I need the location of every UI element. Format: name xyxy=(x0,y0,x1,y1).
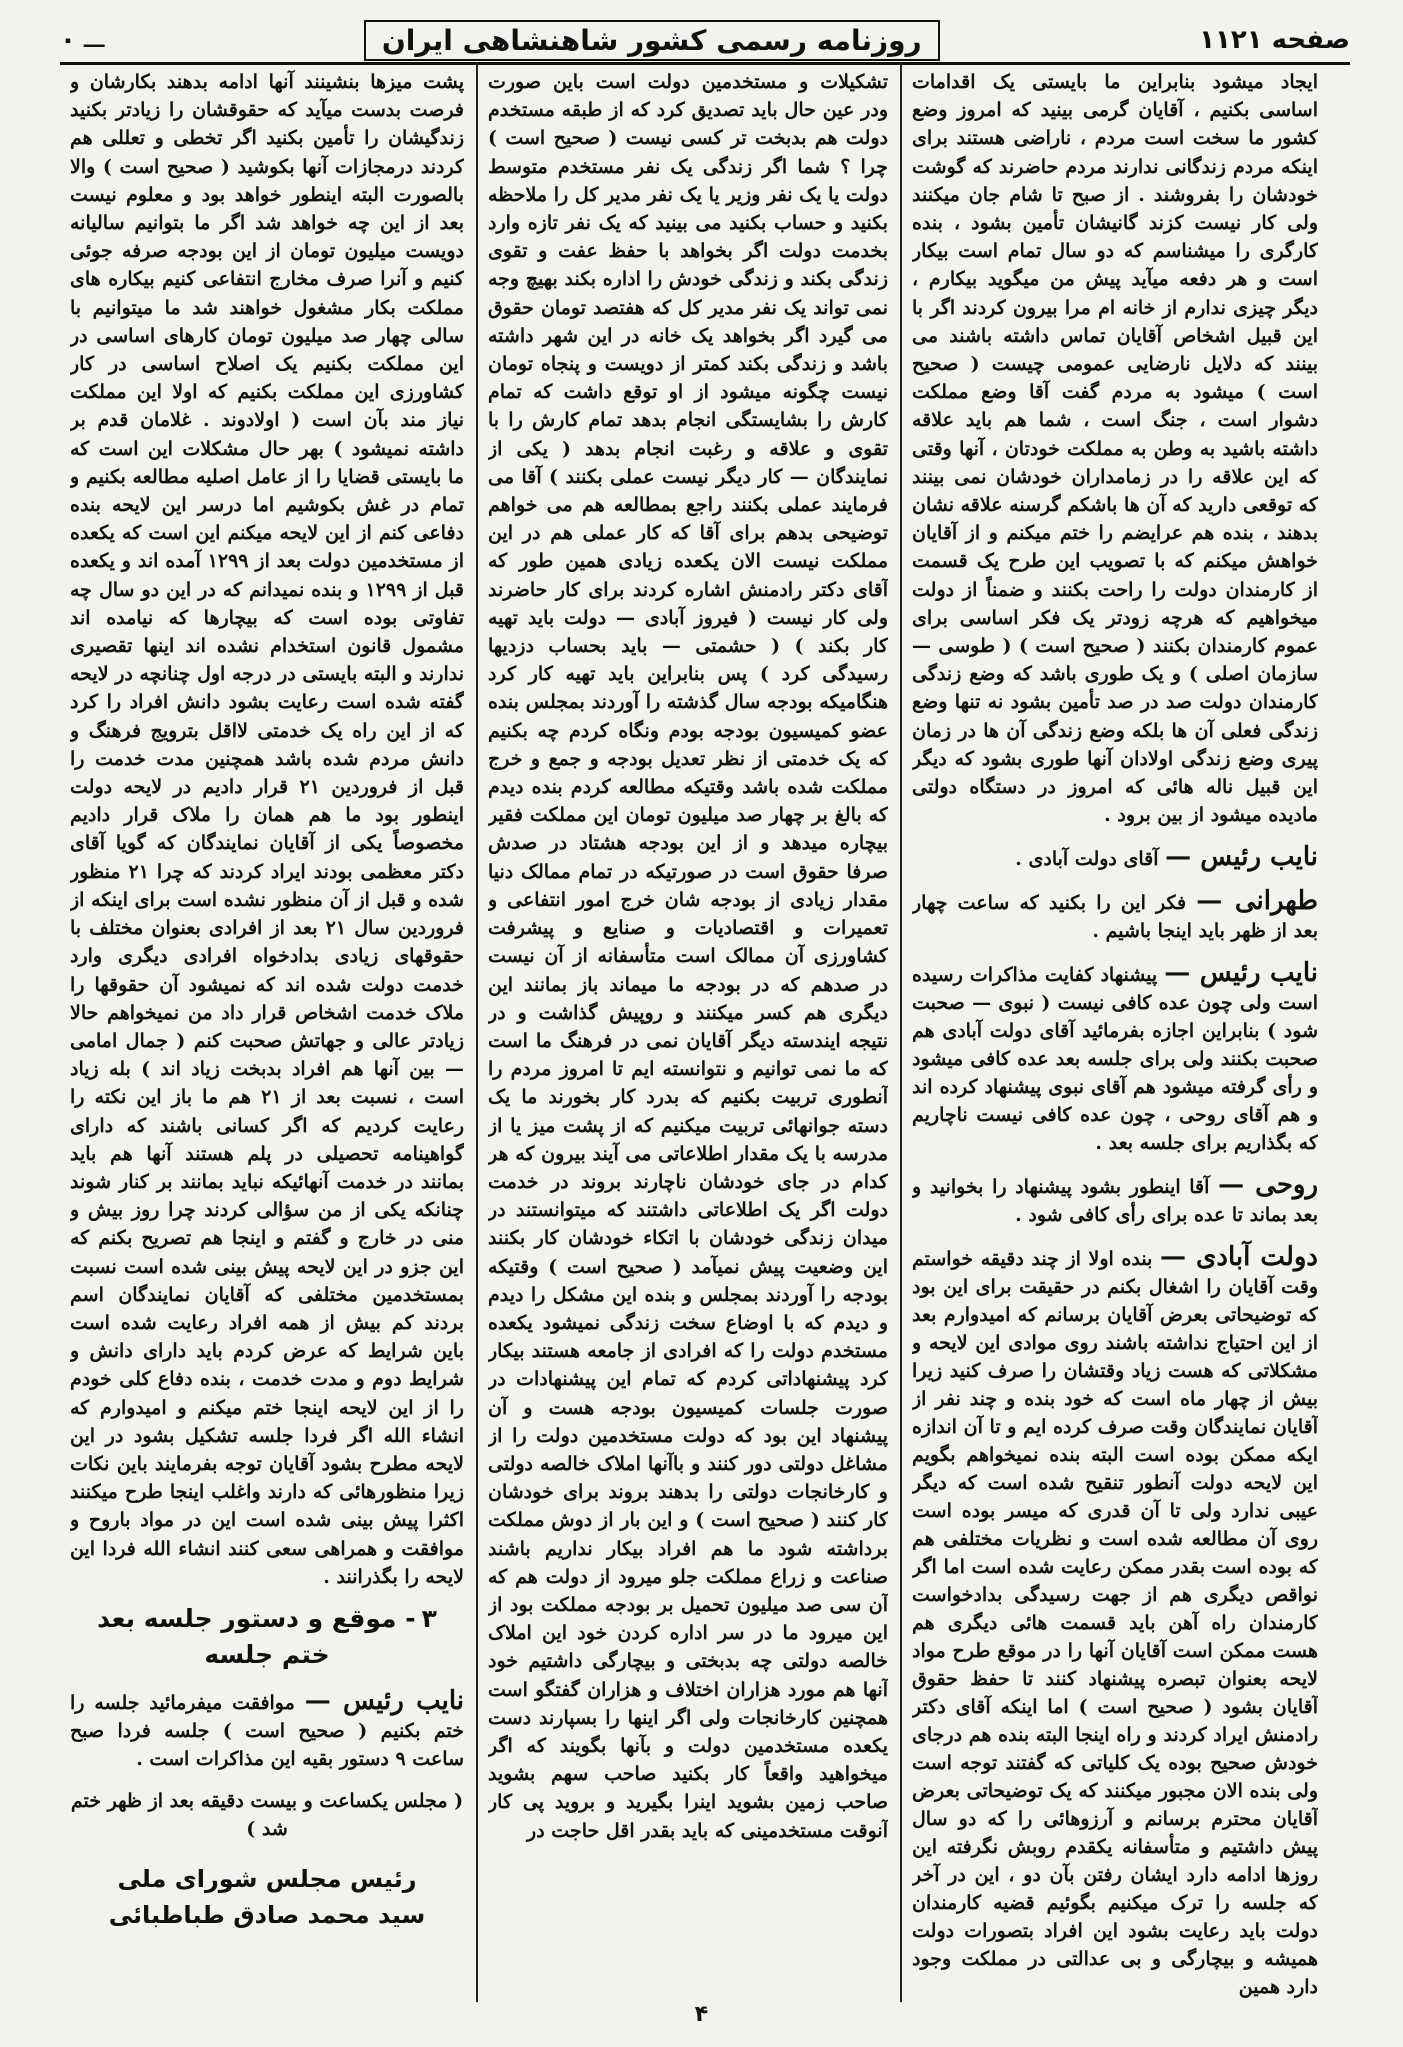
column-middle xyxy=(488,68,888,1998)
speech-text: بنده اولا از چند دقیقه خواستم وقت آقایان را اشغال بکنم در حقیقت برای این بود که توضیحاتی بعرض آقایان برسانم که امیدوارم بعد از این احتیاج نداشته باشند روی موادی این لایحه و مشکلاتی که هست زیاد وقتشان را صرف کنید زیرا بیش از چهار ماه است که خود بنده و چند نفر از آقایان نمایندگان وقت صرف کرده ایم و تا آن اندازه ایکه ممکن بوده است البته بنده نمیخواهم بگویم این لایحه دولت آنطور تنقیح شده است که دیگر عیبی ندارد ولی تا آن قدری که میسر بوده است روی آن مطالعه شده است و نظریات مختلفی هم که بوده است بقدر ممکن رعایت شده است اما اگر نواقص دیگری هم از جهت رسیدگی بدادخواست کارمندان راه آهن باید قسمت هائی دیگری هم هست ممکن است آقایان آنها را در موقع طرح مواد لایحه بعنوان تبصره پیشنهاد کنند تا حفظ حقوق آقایان بشود ( صحیح است ) اما اینکه آقای دکتر رادمنش ایراد کردند و راه اینجا البته بنده هم درجای خودش صحیح بوده یک کلیاتی که گفتند توجه است ولی بنده الان مجبور میکنند که یک توضیحاتی بعرض آقایان محترم برسانم و آرزوهائی را که دو سال پیش داشتیم و متأسفانه یکقدم روبش نگرفته این روزها ادامه دارد ایشان رفتن بآن دو ، این در آخر که جلسه را ترک میکنیم بگوئیم قضیه کارمندان دولت باید رعایت بشود این افراد بتصورات دولت همیشه و بیچارگی و بی عدالتی در مملکت وجود دارد همین xyxy=(912,1248,1318,1998)
section-number: ۳ xyxy=(421,1603,437,1633)
signature-title: رئیس مجلس شورای ملی xyxy=(117,1864,417,1893)
speech-text: فکر این را بکنید که ساعت چهار بعد از ظهر باید اینجا باشیم . xyxy=(912,892,1318,943)
column-left xyxy=(70,68,464,1998)
signature-name: سید محمد صادق طباطبائی xyxy=(108,1900,426,1929)
page-number-label xyxy=(1199,25,1350,55)
dialogue-entry xyxy=(912,843,1318,873)
dialogue-entry xyxy=(912,1171,1318,1229)
header-ornament xyxy=(60,25,104,55)
page-header xyxy=(60,18,1350,65)
header-dot: ۰ xyxy=(60,25,76,55)
speaker-name: روحی — xyxy=(1218,1170,1318,1201)
dialogue-entry xyxy=(912,1243,1318,1998)
session-end-note xyxy=(70,1787,464,1843)
dialogue-entry xyxy=(70,1687,464,1773)
section-title: - موقع و دستور جلسه بعد ختم جلسه xyxy=(97,1603,416,1669)
speech-text: آقا اینطور بشود پیشنهاد را بخوانید و بعد بماند تا عده برای رأی کافی شود . xyxy=(912,1176,1318,1227)
speaker-name: نایب رئیس — xyxy=(1165,842,1318,873)
header-dash: ـــ xyxy=(83,28,105,52)
newspaper-title: روزنامه رسمی کشور شاهنشاهی ایران xyxy=(364,20,940,61)
speech-text: ( مجلس یکساعت و بیست دقیقه بعد از ظهر ختم شد ) xyxy=(70,1789,464,1840)
page-label: صفحه ۱۱۲۱ xyxy=(1199,25,1350,55)
speech-text: موافقت میفرمائید جلسه را ختم بکنیم ( صحیح است ) جلسه فردا صبح ساعت ۹ دستور بقیه این مذاکرات است . xyxy=(70,1691,464,1770)
speaker-name: نایب رئیس — xyxy=(304,1685,464,1716)
speech-text: آقای دولت آبادی . xyxy=(1015,848,1159,871)
dialogue-entry xyxy=(912,887,1318,945)
speaker-name: دولت آبادی — xyxy=(1160,1242,1318,1273)
speaker-name: نایب رئیس — xyxy=(1164,958,1318,989)
speech-text: پیشنهاد کفایت مذاکرات رسیده است ولی چون عده کافی نیست ( نبوی — صحبت شود ) بنابراین اجازه بفرمائید آقای دولت آبادی هم صحبت بکنند ولی برای جلسه بعد عده کافی میشود و رأی گرفته میشود هم آقای نبوی پیشنهاد کرده اند و هم آقای روحی ، چون عده کافی نیست ناچاریم که بگذاریم برای جلسه بعد . xyxy=(912,964,1318,1155)
paragraph: پشت میزها بنشینند آنها ادامه بدهند بکارشان و فرصت بدست میآید که حقوقشان را زیادتر بکنید زندگیشان را تأمین بکنید اگر تخطی و تعللی هم کردند درمجازات آنها بکوشید ( صحیح است ) والا بالصورت البته اینطور خواهد بود و معلوم نیست بعد از این چه خواهد شد اگر ما بتوانیم سالیانه دویست میلیون تومان از این بودجه صرفه جوئی کنیم و آنرا صرف مخارج انتفاعی کنیم بیکاره های مملکت بکار مشغول خواهند شد ما میتوانیم با سالی چهار صد میلیون تومان کارهای اساسی در این مملکت بکنیم یک اصلاح اساسی در کار کشاورزی این مملکت بکنیم که اولا این مملکت نیاز مند بآن است ( اولادوند . غلامان قدم بر داشته نمیشود ) بهر حال مشکلات این است که ما بایستی قضایا را از عامل اصلیه مطالعه بکنیم و تمام در غش بکوشیم اما درسر این لایحه بنده دفاعی کنم از این لایحه میکنم این است که یکعده از مستخدمین دولت بعد از ۱۲۹۹ آمده اند و یکعده قبل از ۱۲۹۹ و بنده نمیدانم که در این دو سال چه تفاوتی بوده است که بیچارها که نیامده اند مشمول قانون استخدام نشده اند اینها تقصیری ندارند و البته بایستی در درجه اول چنانچه در لایحه گفته شده است رعایت بشود دانش افراد را کرد که از این راه یک خدمتی لااقل بترویج فرهنگ و دانش مردم شده باشد همچنین مدت خدمت را قبل از فروردین ۲۱ قرار دادیم در لایحه دولت اینطور بود ما هم همان را ملاک قرار دادیم مخصوصاً یکی از آقایان نمایندگان که گویا آقای دکتر معظمی بودند ایراد کردند که چرا ۲۱ منظور شده و قبل از آن منظور نشده است برای اینکه از فروردین سال ۲۱ بعد از افرادی بعنوان مختلف با حقوقهای زیادی بدادخواه افرادی دیگری وارد خدمت دولت شده اند که نمیشود آن حقوقها را ملاک خدمت اشخاص قرار داد من نمیخواهم حالا زیادتر عالی و جهاتش صحبت کنم ( جمال امامی — بین آنها هم افراد بدبخت زیاد اند ) بله زیاد است ، نسبت بعد از ۲۱ هم ما باز این نکته را رعایت کردیم که اگر کسانی باشند که دارای گواهینامه تحصیلی در پلم هستند آنها هم باید بمانند در خدمت آنهائیکه نباید بمانند بر کنار شوند چنانکه یکی از من سؤالی کردند چرا روز بیش و منی در خارج و گفتم و اینجا هم تصریح بکنم که این جزو در این لایحه پیش بینی شده است نسبت بمستخدمین مختلفی که آقایان نمایندگان اسم بردند کم بیش از همه افراد رعایت شده است باین شرایط که عرض کردم باید دارای دانش و شرایط دوم و مدت خدمت ، بنده دفاع کلی خودم را از این لایحه اینجا ختم میکنم و امیدوارم که انشاء الله اگر فردا جلسه تشکیل بشود در این لایحه مطرح بشود آقایان توجه بفرمایند باین نکات زیرا منظورهائی که دارند واغلب اینجا طرح میکنند اکثرا پیش بینی شده است این در مواد باروح و موافقت و همراهی سعی کنند انشاء الله فردا این لایحه را بگذرانند . xyxy=(70,71,464,1588)
column-rule xyxy=(476,62,478,2002)
section-heading xyxy=(70,1601,464,1673)
paragraph: تشکیلات و مستخدمین دولت است باین صورت ودر عین حال باید تصدیق کرد که از طبقه مستخدم دولت هم بدبخت تر کسی نیست ( صحیح است ) چرا ؟ شما اگر زندگی یک نفر مستخدم متوسط دولت یا یک نفر وزیر یا یک نفر مدیر کل را ملاحظه بکنید و حساب بکنید می بینید که یک نفر تازه وارد بخدمت دولت اگر بخواهد با حفظ عفت و تقوی زندگی بکند و زندگی خودش را اداره بکند بهیچ وجه نمی تواند یک نفر مدیر کل که هفتصد تومان حقوق می گیرد اگر بخواهد یک خانه در این شهر داشته باشد و زندگی بکند کمتر از دویست و پنجاه تومان نیست چگونه میشود از او توقع داشت که تمام کارش را بشایستگی انجام بدهد تمام کارش را با تقوی و علاقه و رغبت انجام بدهد ( یکی از نمایندگان — کار دیگر نیست عملی بکنند ) آقا می فرمایند عملی بکنند راجع بمطالعه هم می خواهم توضیحی بدهم برای آقا که کار عملی هم در این مملکت نیست الان یکعده زیادی همین طور که آقای دکتر رادمنش اشاره کردند برای کار حاضرند ولی کار نیست ( فیروز آبادی — دولت باید تهیه کار بکند ) ( حشمتی — باید بحساب دزدیها رسیدگی کرد ) پس بنابراین باید تهیه کار کرد هنگامیکه بودجه سال گذشته را آوردند بمجلس بنده عضو کمیسیون بودجه بودم ونگاه کردم چه بکنیم که یک خدمتی از نظر تعدیل بودجه و جمع و خرج مملکت شده باشد وقتیکه مطالعه کردم بنده دیدم که بالغ بر چهار صد میلیون تومان این مملکت فقیر بیچاره میدهد و از این بودجه هشتاد در صدش صرفا حقوق است در صورتیکه در تمام ممالک دنیا مقدار زیادی از بودجه شان خرج امور انتفاعی و تعمیرات و اقتصادیات و صنایع و پیشرفت کشاورزی آن ممالک است متأسفانه از آن نیست در صدهم که در بودجه ما میماند باز بمانند این دیگری هم کسر میکنند و روپیش گذاشت و در نتیجه ایندسته دیگر آقایان نمی در فرهنگ ما است که ما نمی توانیم و نتوانسته ایم تا امروز مردم را آنطوری تربیت بکنیم که بدرد کار بخورند ما یک دسته جوانهائی تربیت میکنیم که از پشت میز یا از مدرسه با یک مقدار اطلاعاتی می آیند بیرون که هر کدام در جای خودشان ناچارند بروند در خدمت دولت اگر یک اطلاعاتی داشتند که میتوانستند در میدان زندگی خودشان با اتکاء خودشان کار بکنند این وضعیت پیش نمیآمد ( صحیح است ) وقتیکه بودجه را آوردند بمجلس و بنده این مشکل را دیدم و دیدم که با اوضاع سخت زندگی نمیشود یکعده مستخدم دولت را که افرادی از جامعه هستند بیکار کرد پیشنهاداتی کردم که تمام این پیشنهادات در صورت جلسات کمیسیون بودجه هست و آن پیشنهاد این بود که دولت مستخدمین دولت را از مشاغل دولتی دور کنند و باآنها املاک خالصه دولتی و کارخانجات دولتی را بدهند بروند برای خودشان کار کنند ( صحیح است ) و این بار از دوش مملکت برداشته شود ما هم افراد بیکار نداریم باشند صناعت و زراع مملکت جلو میرود از دولت هم که آن سی صد میلیون تحمیل بر بودجه مملکت بود از این میرود ما در سر اداره کردن خود این املاک خالصه دولتی چه بدبختی و بیچارگی داشتیم خود آنها هم مورد هزاران اختلاف و هزاران گفتگو است همچنین کارخانجات ولی اگر اینها را بسپارند دست یکعده مستخدمین دولت و بآنها بگویند که اگر میخواهید واقعاً کار بکنید صاحب سهم بشوید صاحب زمین بشوید اینرا بگیرید و بروید پی کار آنوقت مستخدمینی که باید بقدر اقل حاجت در xyxy=(488,71,888,1842)
speaker-name: طهرانی — xyxy=(1196,886,1318,917)
signature-block xyxy=(70,1861,464,1933)
dialogue-entry xyxy=(912,959,1318,1157)
column-rule xyxy=(900,62,902,2002)
footer-page-number: ۴ xyxy=(694,2002,709,2027)
paragraph: ایجاد میشود بنابراین ما بایستی یک اقدامات اساسی بکنیم ، آقایان گرمی بینید که امروز وضع کشور ما سخت است مردم ، ناراضی هستند برای اینکه مردم زندگانی ندارند مردم حاضرند که گوشت خودشان را بفروشند . از صبح تا شام جان میکنند ولی کار نیست کزند گانیشان تأمین بشود ، بنده کارگری را میشناسم که دو سال تمام است بیکار است و هر دفعه میآید پیش من میگوید بیکارم ، دیگر چیزی ندارم از خانه ام مرا بیرون کردند اگر با این قبیل اشخاص آقایان تماس داشته باشند می بینند که دلایل نارضایی عمومی چیست ( صحیح است ) میشود به مردم گفت آقا وضع مملکت دشوار است ، جنگ است ، شما هم باید علاقه داشته باشید به وطن به مملکت خودتان ، آنها وقتی که این علاقه را در زمامداران خودشان نمی بینند که توقعی دارید که آن ها باشکم گرسنه علاقه نشان بدهند ، بنده هم عرایضم را ختم میکنم و از آقایان خواهش میکنم که با تصویب این طرح یک قسمت از کارمندان دولت را راحت بکنند و ضمناً از دولت میخواهیم که هرچه زودتر یک فکر اساسی برای عموم کارمندان بکنند ( صحیح است ) ( طوسی — سازمان اصلی ) و یک طوری باشد که وضع زندگی کارمندان دولت صد در صد تأمین بشود نه تنها وضع زندگی فعلی آن ها بلکه وضع زندگی آن ها در زمان پیری وضع زندگی اولادان آنها طوری بشود که دیگر این قبیل ناله هائی که امروز در دستگاه دولتی مادیده میشود از بین برود . xyxy=(912,71,1318,827)
column-right xyxy=(912,68,1318,1998)
